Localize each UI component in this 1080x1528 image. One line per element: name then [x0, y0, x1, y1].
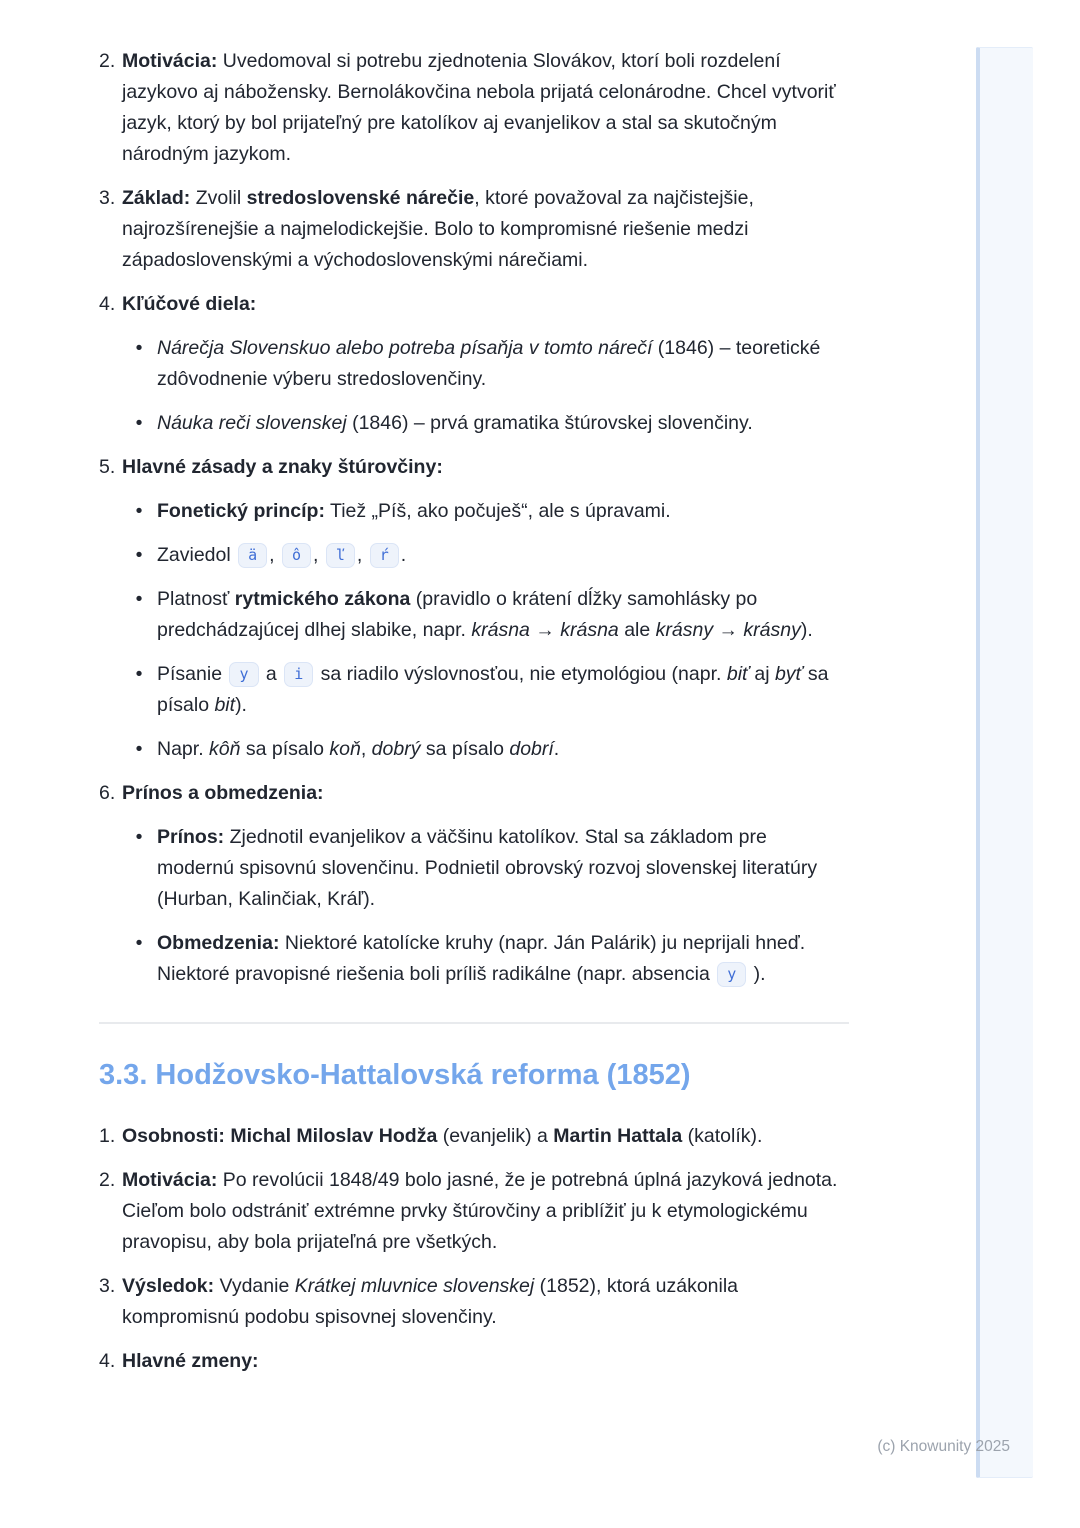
- text-run: (katolík).: [682, 1125, 763, 1147]
- bullet-marker-icon: •: [135, 337, 143, 359]
- text-run: aj: [748, 663, 775, 685]
- text-run: Prínos:: [157, 826, 225, 848]
- bullet-marker-icon: •: [135, 588, 143, 610]
- bullet-item-text: [157, 408, 849, 439]
- list-number: 4.: [99, 293, 116, 315]
- text-run: sa riadilo výslovnosťou, nie etymológiou (napr.: [315, 663, 727, 685]
- text-run: Motivácia:: [122, 1169, 218, 1191]
- list-number: 5.: [99, 456, 116, 478]
- text-run: (1846) – prvá gramatika štúrovskej slovenčiny.: [346, 412, 753, 434]
- bullet-item: [122, 734, 849, 765]
- text-run: Prínos a obmedzenia:: [122, 782, 324, 804]
- list-number: 3.: [99, 1275, 116, 1297]
- list-item: [99, 289, 849, 439]
- list-item-text: [122, 289, 849, 439]
- text-run: krásny: [655, 619, 714, 641]
- list-item-text: [122, 1271, 849, 1333]
- bullet-item-text: [157, 496, 849, 527]
- text-run: Niektoré katolícke kruhy (napr. Ján Palárik) ju neprijali hneď. Niektoré pravopisné riešenia boli príliš radikálne (napr. absencia: [157, 932, 806, 985]
- text-run: a: [260, 663, 283, 685]
- text-run: ).: [235, 694, 247, 716]
- inline-code-chip: ľ: [326, 543, 355, 568]
- list-item-text: [122, 46, 849, 170]
- list-item-text: [122, 1165, 849, 1258]
- text-run: (1846) – teoretické zdôvodnenie výberu stredoslovenčiny.: [157, 337, 821, 390]
- list-number: 2.: [99, 1169, 116, 1191]
- next-page-preview[interactable]: [976, 47, 1033, 1478]
- bullet-item: [122, 659, 849, 721]
- text-run: dobrý: [371, 738, 421, 760]
- text-run: krásna: [471, 619, 530, 641]
- text-run: Výsledok:: [122, 1275, 215, 1297]
- text-run: byť: [774, 663, 803, 685]
- text-run: ).: [800, 619, 813, 641]
- list-number: 6.: [99, 782, 116, 804]
- text-run: Základ:: [122, 187, 191, 209]
- text-run: krásny: [743, 619, 801, 641]
- text-run: ,: [313, 544, 324, 566]
- text-run: rytmického zákona: [234, 588, 411, 610]
- inline-code-chip: ŕ: [370, 543, 399, 568]
- list-item: [99, 1165, 849, 1258]
- section-heading: 3.3. Hodžovsko-Hattalovská reforma (1852): [99, 1059, 691, 1091]
- text-run: Kľúčové diela:: [122, 293, 257, 315]
- bullet-item: [122, 496, 849, 527]
- bullet-marker-icon: •: [135, 826, 143, 848]
- list-item: [99, 1121, 849, 1152]
- text-run: koň: [329, 738, 361, 760]
- list-item: [99, 778, 849, 990]
- text-run: .: [553, 738, 560, 760]
- list-number: 3.: [99, 187, 116, 209]
- list-item: [99, 46, 849, 170]
- text-run: ,: [356, 544, 368, 566]
- bullet-item-text: [157, 928, 849, 990]
- inline-code-chip: y: [229, 662, 258, 687]
- text-run: ,: [360, 738, 372, 760]
- bullet-marker-icon: •: [135, 412, 143, 434]
- bullet-list: [122, 822, 849, 990]
- text-run: stredoslovenské nárečie: [246, 187, 475, 209]
- bullet-marker-icon: •: [135, 738, 143, 760]
- text-run: ,: [269, 544, 280, 566]
- bullet-item: [122, 540, 849, 571]
- text-run: Tiež „Píš, ako počuješ“, ale s úpravami.: [324, 500, 671, 522]
- bullet-item-text: [157, 822, 849, 915]
- text-run: Zaviedol: [157, 544, 237, 566]
- inline-code-chip: ä: [238, 543, 267, 568]
- text-run: →: [713, 619, 744, 641]
- list-item-text: [122, 1346, 849, 1377]
- text-run: sa písalo: [420, 738, 510, 760]
- watermark: (c) Knowunity 2025: [877, 1438, 1010, 1455]
- text-run: bit: [214, 694, 236, 716]
- list-item-text: [122, 778, 849, 990]
- text-run: dobrí: [509, 738, 554, 760]
- list-number: 2.: [99, 50, 116, 72]
- inline-code-chip: ô: [282, 543, 311, 568]
- text-run: Vydanie: [214, 1275, 295, 1297]
- text-run: Nárečja Slovenskuo alebo potreba písaňja v tomto nárečí: [157, 337, 653, 359]
- bullet-item: [122, 408, 849, 439]
- text-run: Martin Hattala: [553, 1125, 683, 1147]
- bullet-item-text: [157, 584, 849, 646]
- text-run: sa písalo: [240, 738, 330, 760]
- text-run: kôň: [209, 738, 241, 760]
- text-run: Hlavné zásady a znaky štúrovčiny:: [122, 456, 443, 478]
- text-run: Náuka reči slovenskej: [157, 412, 347, 434]
- text-run: Napr.: [157, 738, 210, 760]
- text-run: Zvolil: [190, 187, 247, 209]
- list-item-text: [122, 183, 849, 276]
- text-run: .: [400, 544, 407, 566]
- text-run: , ktoré považoval za najčistejšie, najrozšírenejšie a najmelodickejšie. Bolo to kompromisné riešenie medzi západoslovenskými a východoslovenskými nárečiami.: [122, 187, 754, 271]
- text-run: (1852), ktorá uzákonila kompromisnú podobu spisovnej slovenčiny.: [122, 1275, 739, 1328]
- bullet-item-text: [157, 333, 849, 395]
- text-run: →: [529, 619, 561, 641]
- bullet-item: [122, 928, 849, 990]
- bullet-item: [122, 822, 849, 915]
- list-number: 1.: [99, 1125, 116, 1147]
- section-divider: [99, 1022, 849, 1024]
- inline-code-chip: i: [284, 662, 313, 687]
- bullet-marker-icon: •: [135, 932, 143, 954]
- text-run: Motivácia:: [122, 50, 218, 72]
- bullet-list: [122, 496, 849, 765]
- bullet-item-text: [157, 659, 849, 721]
- inline-code-chip: y: [717, 962, 746, 987]
- bullet-item: [122, 333, 849, 395]
- bullet-item: [122, 584, 849, 646]
- text-run: Krátkej mluvnice slovenskej: [294, 1275, 535, 1297]
- numbered-list-hodzovsko-hattalovska: [99, 1121, 849, 1377]
- document-content: [99, 46, 849, 1390]
- text-run: Osobnosti: Michal Miloslav Hodža: [122, 1125, 438, 1147]
- bullet-item-text: [157, 540, 849, 571]
- list-item: [99, 452, 849, 765]
- text-run: Písanie: [157, 663, 228, 685]
- bullet-marker-icon: •: [135, 544, 143, 566]
- text-run: Platnosť: [157, 588, 235, 610]
- text-run: biť: [726, 663, 749, 685]
- bullet-list: [122, 333, 849, 439]
- text-run: Obmedzenia:: [157, 932, 280, 954]
- text-run: Zjednotil evanjelikov a väčšinu katolíkov. Stal sa základom pre modernú spisovnú slovenčinu. Podnietil obrovský rozvoj slovenskej literatúry (Hurban, Kalinčiak, Kráľ).: [157, 826, 818, 910]
- bullet-marker-icon: •: [135, 500, 143, 522]
- bullet-marker-icon: •: [135, 663, 143, 685]
- text-run: sa písalo: [157, 663, 829, 716]
- list-number: 4.: [99, 1350, 116, 1372]
- list-item: [99, 183, 849, 276]
- text-run: (pravidlo o krátení dĺžky samohlásky po predchádzajúcej dlhej slabike, napr.: [157, 588, 758, 641]
- list-item: [99, 1346, 849, 1377]
- text-run: ale: [618, 619, 656, 641]
- list-item: [99, 1271, 849, 1333]
- list-item-text: [122, 452, 849, 765]
- text-run: (evanjelik) a: [437, 1125, 554, 1147]
- text-run: Fonetický princíp:: [157, 500, 325, 522]
- text-run: krásna: [560, 619, 619, 641]
- numbered-list-sturovcina: [99, 46, 849, 990]
- text-run: Uvedomoval si potrebu zjednotenia Slovákov, ktorí boli rozdelení jazykovo aj nábožensky. Bernolákovčina nebola prijatá celonárodne. Chcel vytvoriť jazyk, ktorý by bol prijateľný pre katolíkov aj evanjelikov a stal sa skutočným národným jazykom.: [122, 50, 836, 165]
- text-run: Po revolúcii 1848/49 bolo jasné, že je potrebná úplná jazyková jednota. Cieľom bolo odstrániť extrémne prvky štúrovčiny a priblížiť ju k etymologickému pravopisu, aby bola prijateľná pre všetkých.: [122, 1169, 838, 1253]
- text-run: ).: [748, 963, 766, 985]
- text-run: Hlavné zmeny:: [122, 1350, 259, 1372]
- bullet-item-text: [157, 734, 849, 765]
- list-item-text: [122, 1121, 849, 1152]
